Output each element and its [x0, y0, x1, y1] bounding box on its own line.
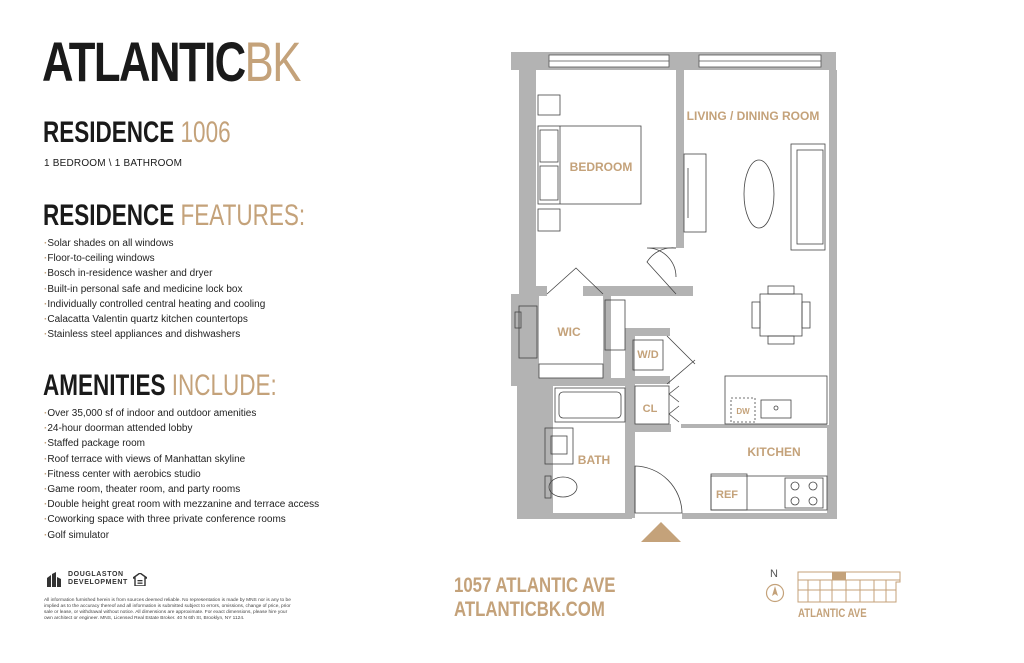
developer-line2: DEVELOPMENT	[68, 579, 128, 586]
amenities-title-bold: AMENITIES	[43, 369, 166, 402]
compass-icon	[765, 582, 785, 604]
amenities-title	[43, 371, 277, 401]
brand-logo	[42, 30, 300, 93]
room-label-kitchen: KITCHEN	[747, 445, 801, 459]
cooktop	[785, 478, 823, 508]
developer-line1: DOUGLASTON	[68, 571, 124, 578]
feature-item: · Floor-to-ceiling windows	[44, 251, 265, 266]
key-plan-map	[796, 570, 902, 606]
nightstand	[538, 209, 560, 231]
room-label-living: LIVING / DINING ROOM	[686, 109, 820, 123]
douglaston-logo-icon	[45, 572, 65, 588]
entry-marker	[641, 522, 681, 542]
brand-main: ATLANTIC	[42, 30, 245, 93]
address-street: 1057 ATLANTIC AVE	[454, 574, 616, 597]
features-list	[44, 236, 265, 342]
amenity-item: · 24-hour doorman attended lobby	[44, 421, 319, 436]
amenity-item: · Fitness center with aerobics studio	[44, 467, 319, 482]
amenity-item: · Over 35,000 sf of indoor and outdoor amenities	[44, 406, 319, 421]
amenities-title-light: INCLUDE:	[171, 369, 277, 402]
address-web[interactable]: ATLANTICBK.COM	[454, 598, 605, 621]
floor-plan	[505, 48, 845, 544]
nightstand	[538, 95, 560, 115]
room-label-cl: CL	[642, 403, 658, 415]
tv-console	[684, 154, 706, 232]
address-block	[454, 574, 616, 622]
dining-table	[760, 294, 802, 336]
residence-label: RESIDENCE	[43, 116, 175, 149]
key-plan-street: ATLANTIC AVE	[798, 606, 867, 620]
residence-number: 1006	[180, 116, 231, 149]
room-label-wd: W/D	[637, 349, 659, 361]
coffee-table	[744, 160, 774, 228]
features-title	[43, 201, 305, 231]
kitchen-sink	[761, 400, 791, 418]
feature-item: · Solar shades on all windows	[44, 236, 265, 251]
room-label-dw: DW	[736, 407, 750, 416]
feature-item: · Individually controlled central heating and cooling	[44, 297, 265, 312]
sofa	[791, 144, 825, 250]
room-label-wic: WIC	[557, 325, 581, 339]
developer-name	[68, 571, 128, 587]
unit-highlight	[832, 572, 846, 580]
north-label: N	[770, 568, 778, 580]
amenity-item: · Double height great room with mezzanine and terrace access	[44, 497, 319, 512]
amenity-item: · Golf simulator	[44, 528, 319, 543]
amenity-item: · Game room, theater room, and party rooms	[44, 482, 319, 497]
legal-disclaimer: All information furnished herein is from sources deemed reliable. No representation is made by MNS nor is any to be implied as to the accuracy thereof and all information is submitted subject to errors, omissions, change of price, prior sale or lease, or withdrawal without notice. All dimensions are approximate. For exact dimensions, please hire your own architect or engineer. MNS, Licensed Real Estate Broker. 40 N 6th St, Brooklyn, NY 1124.	[44, 598, 291, 621]
feature-item: · Bosch in-residence washer and dryer	[44, 266, 265, 281]
bathtub	[555, 388, 625, 422]
room-label-bedroom: BEDROOM	[569, 160, 633, 174]
amenity-item: · Staffed package room	[44, 436, 319, 451]
feature-item: · Built-in personal safe and medicine lock box	[44, 282, 265, 297]
feature-item: · Stainless steel appliances and dishwashers	[44, 327, 265, 342]
amenity-item: · Coworking space with three private conference rooms	[44, 512, 319, 527]
amenity-item: · Roof terrace with views of Manhattan skyline	[44, 452, 319, 467]
amenities-list	[44, 406, 319, 543]
room-label-ref: REF	[716, 489, 738, 501]
feature-item: · Calacatta Valentin quartz kitchen countertops	[44, 312, 265, 327]
features-title-bold: RESIDENCE	[43, 199, 175, 232]
equal-housing-icon	[133, 573, 147, 586]
residence-title	[43, 118, 231, 148]
room-label-bath: BATH	[577, 453, 611, 467]
residence-subtitle: 1 BEDROOM \ 1 BATHROOM	[44, 158, 183, 169]
brand-accent: BK	[244, 30, 300, 93]
toilet	[549, 477, 577, 497]
features-title-light: FEATURES:	[180, 199, 306, 232]
